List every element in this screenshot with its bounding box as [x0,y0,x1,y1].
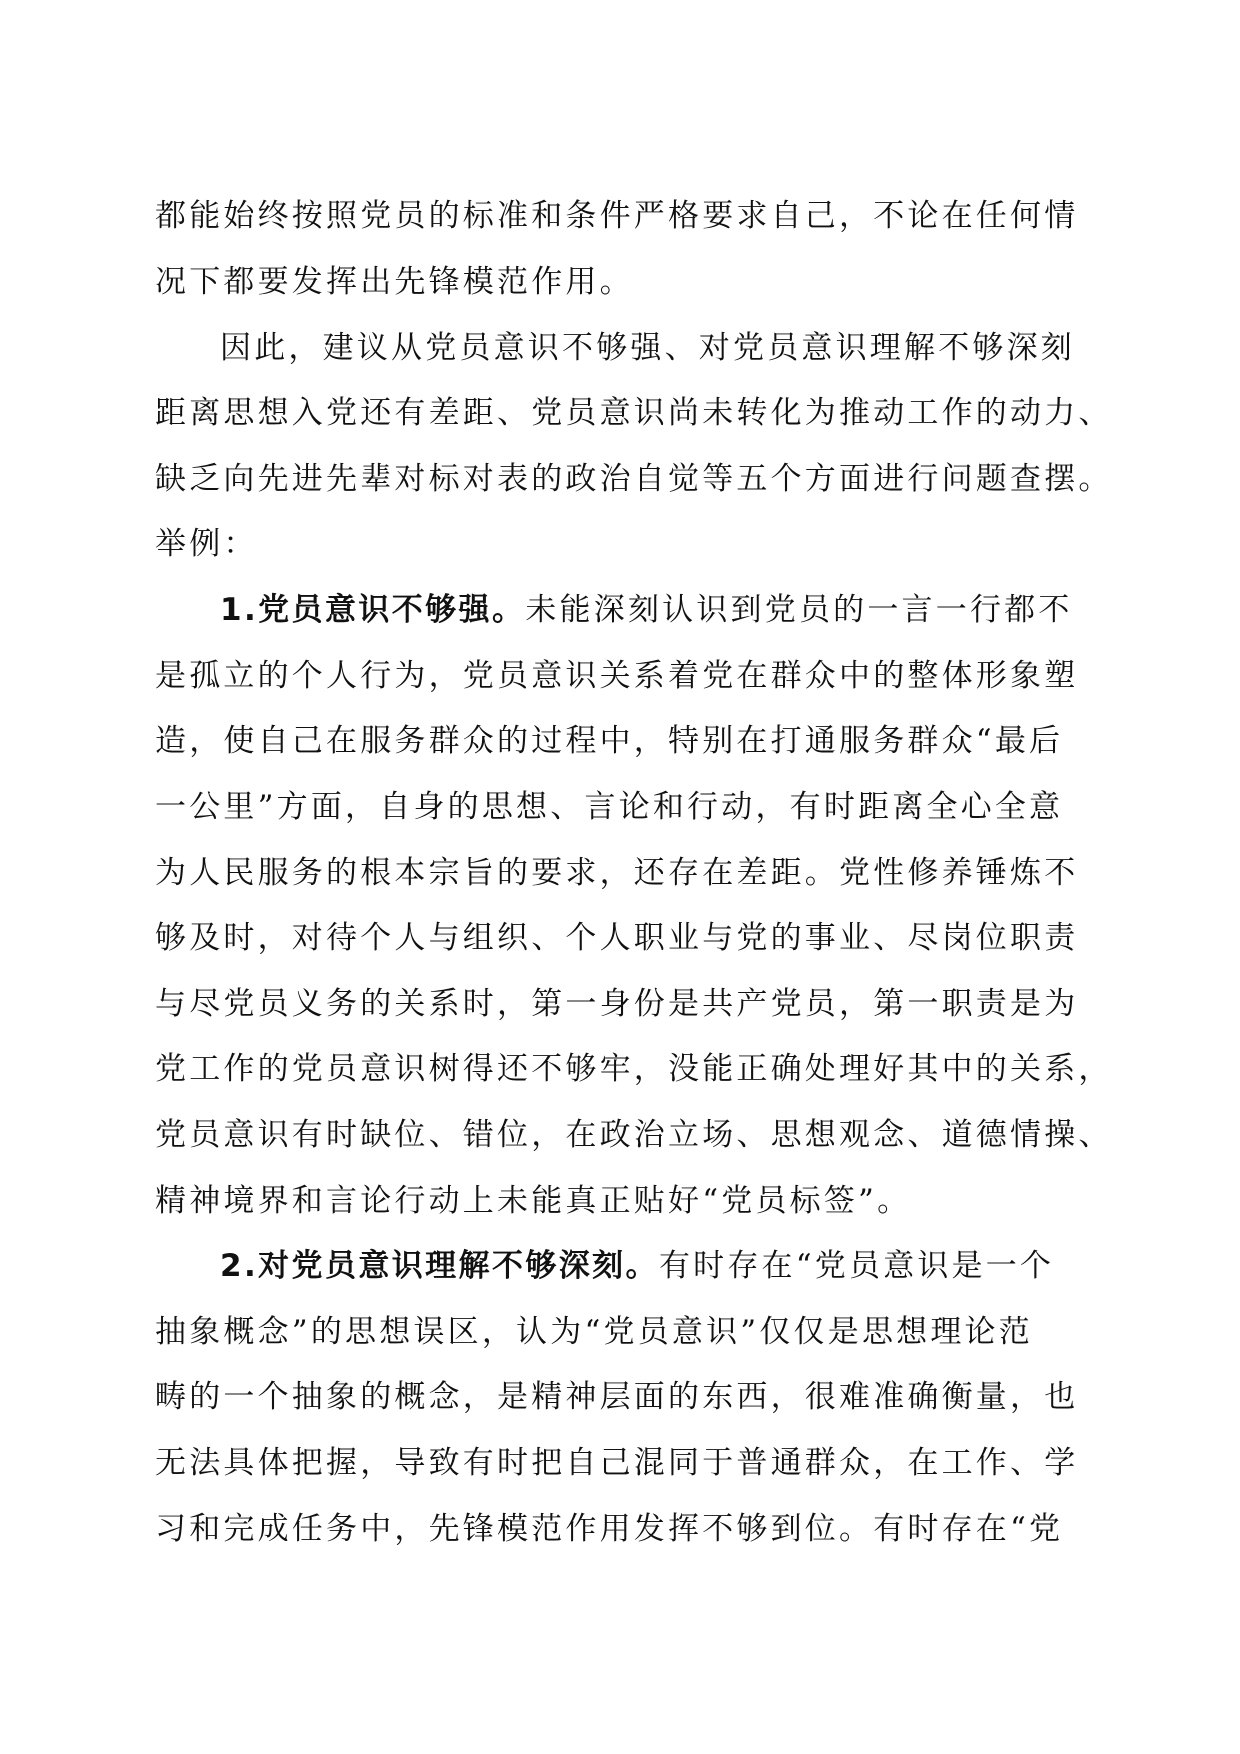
paragraph-line: 一公里”方面，自身的思想、言论和行动，有时距离全心全意 [155,789,1064,825]
item-2-first-line [220,1246,1054,1286]
paragraph-line: 党员意识有时缺位、错位，在政治立场、思想观念、道德情操、 [155,1117,1113,1153]
paragraph-line: 习和完成任务中，先锋模范作用发挥不够到位。有时存在“党 [155,1511,1064,1547]
paragraph-line: 因此，建议从党员意识不够强、对党员意识理解不够深刻 [220,330,1075,366]
paragraph-line: 畴的一个抽象的概念，是精神层面的东西，很难准确衡量，也 [155,1379,1079,1415]
paragraph-line: 够及时，对待个人与组织、个人职业与党的事业、尽岗位职责 [155,920,1079,956]
item-2-text: 有时存在“党员意识是一个 [658,1248,1055,1284]
paragraph-line: 缺乏向先进先辈对标对表的政治自觉等五个方面进行问题查摆。 [155,461,1113,497]
paragraph-line: 精神境界和言论行动上未能真正贴好“党员标签”。 [155,1183,912,1219]
paragraph-line: 无法具体把握，导致有时把自己混同于普通群众，在工作、学 [155,1445,1079,1481]
item-2-heading: 2.对党员意识理解不够深刻。 [220,1248,659,1284]
item-1-heading: 1.党员意识不够强。 [220,592,526,628]
paragraph-line: 是孤立的个人行为，党员意识关系着党在群众中的整体形象塑 [155,658,1079,694]
paragraph-line: 抽象概念”的思想误区，认为“党员意识”仅仅是思想理论范 [155,1314,1033,1350]
paragraph-line: 党工作的党员意识树得还不够牢，没能正确处理好其中的关系， [155,1051,1113,1087]
paragraph-line: 为人民服务的根本宗旨的要求，还存在差距。党性修养锤炼不 [155,855,1079,891]
item-1-text: 未能深刻认识到党员的一言一行都不 [525,592,1073,628]
paragraph-line: 况下都要发挥出先锋模范作用。 [155,264,634,300]
paragraph-line: 距离思想入党还有差距、党员意识尚未转化为推动工作的动力、 [155,395,1113,431]
paragraph-line: 都能始终按照党员的标准和条件严格要求自己，不论在任何情 [155,198,1079,234]
paragraph-line: 造，使自己在服务群众的过程中，特别在打通服务群众“最后 [155,723,1064,759]
item-1-first-line [220,590,1073,630]
paragraph-line: 与尽党员义务的关系时，第一身份是共产党员，第一职责是为 [155,986,1079,1022]
paragraph-line: 举例： [155,526,258,562]
